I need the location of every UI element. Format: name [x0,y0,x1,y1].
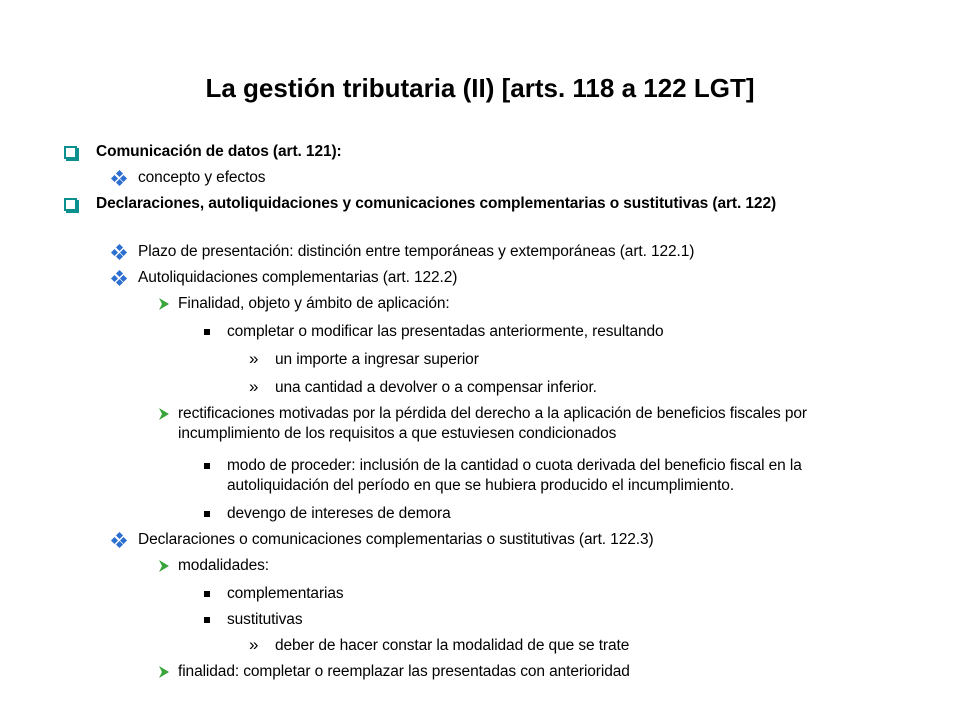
bullet-item [249,635,895,656]
item-text: concepto y efectos [138,169,266,186]
bullet-item [138,530,898,550]
bullet-item [249,349,895,370]
arrow-bullet-icon [158,298,170,310]
item-text: una cantidad a devolver o a compensar inferior. [275,379,597,396]
arrow-bullet-icon [158,666,170,678]
raquo-bullet-icon: » [249,635,259,654]
diamond-bullet-icon [112,245,126,259]
item-text: Comunicación de datos (art. 121): [96,143,342,160]
bullet-item [138,268,898,288]
arrow-bullet-icon [158,560,170,572]
item-text: modo de proceder: inclusión de la cantidad o cuota derivada del beneficio fiscal en la autoliquidación del período en que se hubiera producido el incumplimiento. [227,457,802,494]
bullet-item [96,142,896,162]
square-bullet-icon [64,146,77,159]
arrow-bullet-icon [158,408,170,420]
item-text: deber de hacer constar la modalidad de que se trate [275,637,630,654]
item-text: devengo de intereses de demora [227,505,451,522]
small-square-bullet-icon [204,617,210,623]
item-text: Declaraciones o comunicaciones complementarias o sustitutivas (art. 122.3) [138,531,654,548]
item-text: modalidades: [178,557,269,574]
item-text: Plazo de presentación: distinción entre temporáneas y extemporáneas (art. 122.1) [138,243,695,260]
bullet-item [227,322,907,342]
small-square-bullet-icon [204,463,210,469]
bullet-item [138,168,898,188]
small-square-bullet-icon [204,591,210,597]
small-square-bullet-icon [204,511,210,517]
diamond-bullet-icon [112,171,126,185]
item-text: Declaraciones, autoliquidaciones y comunicaciones complementarias o sustitutivas (art. 122) [96,195,777,212]
bullet-item [227,610,907,630]
slide-title: La gestión tributaria (II) [arts. 118 a 122 LGT] [205,73,755,103]
item-text: Finalidad, objeto y ámbito de aplicación: [178,295,450,312]
bullet-item [249,377,895,398]
item-text: Autoliquidaciones complementarias (art. 122.2) [138,269,458,286]
bullet-item [138,242,898,262]
item-text: completar o modificar las presentadas anteriormente, resultando [227,323,664,340]
raquo-bullet-icon: » [249,349,259,368]
item-text: complementarias [227,585,344,602]
bullet-item [178,294,898,314]
bullet-item [227,504,907,524]
bullet-item [178,662,898,682]
small-square-bullet-icon [204,329,210,335]
raquo-bullet-icon: » [249,377,259,396]
bullet-item [178,556,898,576]
diamond-bullet-icon [112,533,126,547]
bullet-item [227,456,903,496]
item-text: finalidad: completar o reemplazar las presentadas con anterioridad [178,663,630,680]
item-text: rectificaciones motivadas por la pérdida del derecho a la aplicación de beneficios fiscales por incumplimiento de los requisitos a que estuviesen condicionados [178,405,807,442]
square-bullet-icon [64,198,77,211]
bullet-item [96,194,896,214]
bullet-item [227,584,907,604]
item-text: sustitutivas [227,611,303,628]
item-text: un importe a ingresar superior [275,351,479,368]
bullet-item [178,404,878,444]
diamond-bullet-icon [112,271,126,285]
